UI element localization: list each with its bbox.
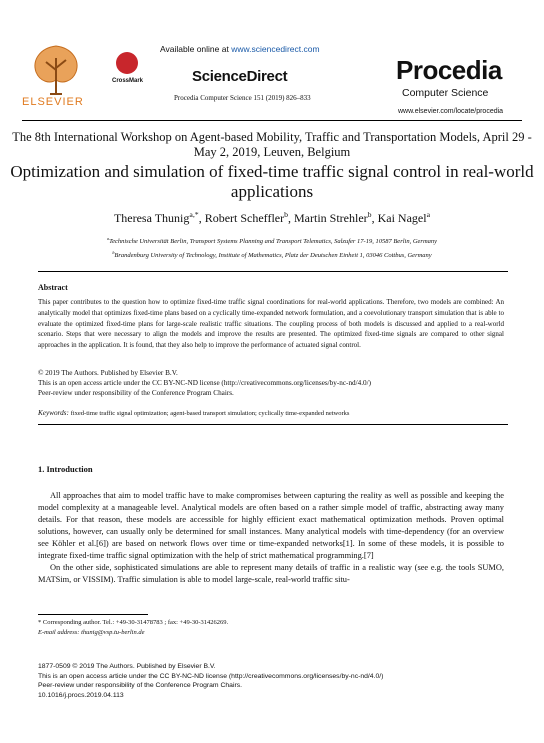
elsevier-tree-icon bbox=[22, 40, 90, 98]
email-line: E-mail address: thunig@vsp.tu-berlin.de bbox=[38, 629, 145, 636]
affiliations bbox=[0, 233, 544, 261]
keywords-text: fixed-time traffic signal optimization; agent-based transport simulation; cyclically time-expanded networks bbox=[70, 410, 350, 417]
procedia-subtitle: Computer Science bbox=[402, 87, 489, 99]
copyright-block bbox=[38, 368, 371, 398]
peer-review-line: Peer-review under responsibility of the Conference Program Chairs. bbox=[38, 389, 234, 397]
author-mark: a bbox=[426, 210, 431, 219]
issn-line: 1877-0509 © 2019 The Authors. Published by Elsevier B.V. bbox=[38, 663, 216, 670]
crossmark-label: CrossMark bbox=[112, 78, 144, 84]
keywords bbox=[38, 409, 349, 417]
publisher-name: ELSEVIER bbox=[22, 96, 84, 108]
paragraph: All approaches that aim to model traffic have to make compromises between capturing the reality as well as possible and keeping the model complexity at a manageable level. Analytical models are often based on a rather simple model of traffic, abstracting away many details. For that reason, these models are accessible for highly efficient exact mathematical optimization methods. Proven optimal solutions, however, can usually only be determined for small instances. Many analytical models with time-dependency (for an overview see Köhler et al.[6]) are based on network flows over time or time-expanded networks[1]. In some of these models, it is possible to integrate fixed-time traffic signal optimization with the help of strict mathematical programming.[7] bbox=[38, 491, 504, 560]
author-name: Martin Strehler bbox=[294, 211, 368, 225]
keywords-divider bbox=[38, 424, 508, 425]
affiliation-mark: b bbox=[112, 250, 115, 256]
paper-title: Optimization and simulation of fixed-time traffic signal control in real-world applications bbox=[10, 162, 534, 201]
footnote bbox=[38, 618, 228, 638]
abstract-text: This paper contributes to the question how to optimize fixed-time traffic signal coordinations for real-world applications. Therefore, two models are combined: An analytically model that optimizes fixed-time plans based on a cyclically time-expanded network formulation, and a coevolutionary transport simulation that is able to evaluate the optimized fixed-time plans for large-scale realistic traffic situations. The coupling process of both models is discussed and applied to a real-world scenario. Steps that were necessary to align the models and improve the results are presented. The optimized fixed-time signals are compared to other signal approaches in the application. It is found, that they also help to improve the performance of actuated signal control. bbox=[38, 298, 504, 350]
affiliation-text: Technische Universität Berlin, Transport Systems Planning and Transport Telematics, Salzufer 17-19, 10587 Berlin, Germany bbox=[109, 238, 438, 246]
author-name: Kai Nagel bbox=[377, 211, 427, 225]
workshop-line: The 8th International Workshop on Agent-based Mobility, Traffic and Transportation Models, April 29 - May 2, 2019, Leuven, Belgium bbox=[12, 130, 532, 159]
section-heading: 1. Introduction bbox=[38, 464, 93, 474]
available-online bbox=[160, 44, 320, 54]
paragraph: On the other side, sophisticated simulations are able to represent many details of traffic in a realistic way (see e.g. the tools SUMO, MATSim, or VISSIM). Traffic simulation is able to model large-scale, real-world traffic situ- bbox=[38, 563, 504, 584]
copyright-line: © 2019 The Authors. Published by Elsevier B.V. bbox=[38, 369, 178, 377]
affiliation-mark: a bbox=[106, 236, 110, 241]
procedia-url[interactable]: www.elsevier.com/locate/procedia bbox=[398, 108, 504, 115]
license-line[interactable]: This is an open access article under the CC BY-NC-ND license (http://creativecommons.org/licenses/by-nc-nd/4.0/) bbox=[38, 672, 384, 680]
doi-line[interactable]: 10.1016/j.procs.2019.04.113 bbox=[38, 691, 124, 699]
sciencedirect-logo: ScienceDirect bbox=[192, 68, 288, 85]
elsevier-logo bbox=[22, 40, 90, 98]
procedia-logo: Procedia bbox=[396, 55, 502, 85]
affiliation bbox=[0, 233, 544, 247]
author-mark: b bbox=[367, 210, 372, 219]
peer-review-line: Peer-review under responsibility of the Conference Program Chairs. bbox=[38, 682, 242, 690]
affiliation-text: Brandenburg University of Technology, Institute of Mathematics, Platz der Deutschen Einheit 1, 03046 Cottbus, Germany bbox=[114, 252, 432, 260]
footnote-line: * Corresponding author. Tel.: +49-30-31478783 ; fax: +49-30-31426269. bbox=[38, 619, 229, 626]
abstract-heading: Abstract bbox=[38, 283, 68, 292]
author-mark: a,* bbox=[189, 210, 199, 219]
license-line[interactable]: This is an open access article under the CC BY-NC-ND license (http://creativecommons.org/licenses/by-nc-nd/4.0/) bbox=[38, 379, 371, 387]
author-mark: b bbox=[284, 210, 289, 219]
affiliation bbox=[0, 247, 544, 261]
keywords-label: Keywords: bbox=[38, 409, 69, 417]
footnote-divider bbox=[38, 614, 148, 615]
issn-block bbox=[38, 662, 383, 700]
author-list: Theresa Thunig$^{a,*}$, Robert Scheffler$^b$, Martin Strehler$^b$, Kai Nagel$^a$ bbox=[113, 210, 431, 225]
journal-citation: Procedia Computer Science 151 (2019) 826–833 bbox=[174, 94, 311, 102]
header-divider bbox=[22, 120, 522, 121]
intro-body bbox=[38, 490, 504, 586]
abstract-divider bbox=[38, 271, 508, 272]
sciencedirect-link[interactable]: www.sciencedirect.com bbox=[231, 44, 320, 54]
author-name: Robert Scheffler bbox=[204, 211, 285, 225]
author-name: Theresa Thunig bbox=[113, 211, 190, 225]
available-prefix: Available online at bbox=[160, 44, 232, 54]
crossmark-icon[interactable] bbox=[116, 52, 138, 74]
